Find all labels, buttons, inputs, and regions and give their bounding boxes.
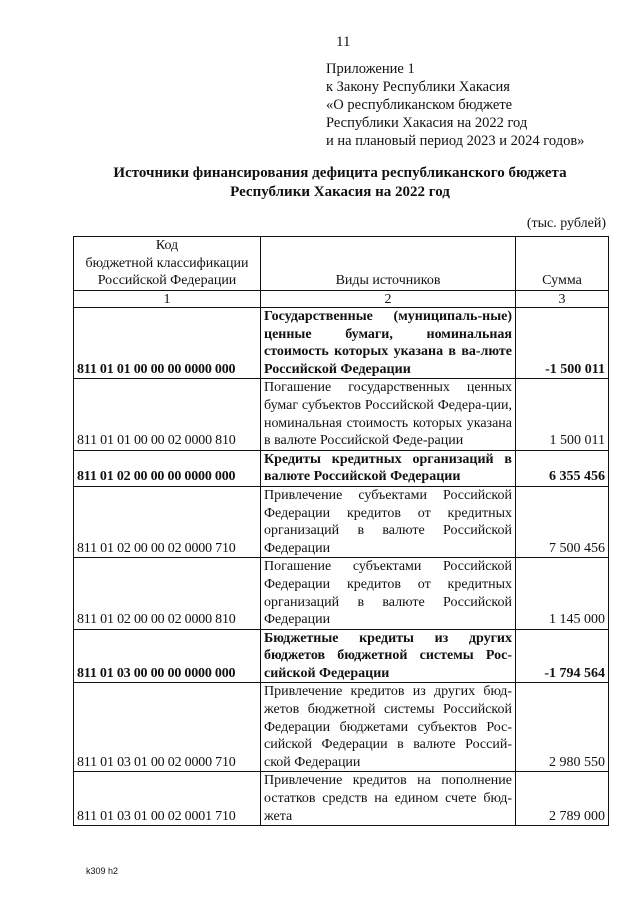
amount: 1 500 011 bbox=[516, 379, 609, 450]
column-number: 1 bbox=[74, 291, 261, 308]
title-line: Республики Хакасия на 2022 год bbox=[230, 184, 450, 200]
budget-code: 811 01 01 00 00 02 0000 810 bbox=[74, 379, 261, 450]
table-row bbox=[74, 629, 609, 683]
table-row bbox=[74, 450, 609, 486]
document-title bbox=[70, 164, 610, 202]
budget-code: 811 01 02 00 00 00 0000 000 bbox=[74, 450, 261, 486]
source-description: Привлечение субъектами Российской Федерации кредитов от кредитных организаций в валюте Российской Федерации bbox=[261, 486, 516, 557]
budget-code: 811 01 03 01 00 02 0001 710 bbox=[74, 772, 261, 826]
source-description: Кредиты кредитных организаций в валюте Российской Федерации bbox=[261, 450, 516, 486]
source-description: Государственные (муниципаль-ные) ценные бумаги, номинальная стоимость которых указана в ва-люте Российской Федерации bbox=[261, 308, 516, 379]
page-number: 11 bbox=[336, 34, 351, 50]
column-number: 3 bbox=[516, 291, 609, 308]
header-code-line: Российской Федерации bbox=[97, 273, 237, 289]
budget-code: 811 01 03 01 00 02 0000 710 bbox=[74, 683, 261, 772]
unit-note: (тыс. рублей) bbox=[526, 216, 606, 231]
source-description: Погашение субъектами Российской Федерации кредитов от кредитных организаций в валюте Российской Федерации bbox=[261, 558, 516, 629]
header-type: Виды источников bbox=[261, 237, 516, 291]
table-row bbox=[74, 683, 609, 772]
amount: -1 500 011 bbox=[516, 308, 609, 379]
budget-code: 811 01 03 00 00 00 0000 000 bbox=[74, 629, 261, 683]
table-row bbox=[74, 308, 609, 379]
amount: 2 789 000 bbox=[516, 772, 609, 826]
amount: 6 355 456 bbox=[516, 450, 609, 486]
budget-code: 811 01 02 00 00 02 0000 710 bbox=[74, 486, 261, 557]
header-code-line: бюджетной классификации bbox=[85, 255, 249, 271]
title-line: Источники финансирования дефицита республиканского бюджета bbox=[113, 165, 567, 181]
header-sum: Сумма bbox=[516, 237, 609, 291]
appendix-line: к Закону Республики Хакасия bbox=[326, 79, 510, 95]
header-code-line: Код bbox=[155, 238, 179, 254]
column-number: 2 bbox=[261, 291, 516, 308]
header-code bbox=[74, 237, 261, 291]
appendix-line: и на плановый период 2023 и 2024 годов» bbox=[326, 133, 585, 149]
source-description: Бюджетные кредиты из других бюджетов бюджетной системы Рос-сийской Федерации bbox=[261, 629, 516, 683]
source-description: Привлечение кредитов на пополнение остатков средств на едином счете бюд-жета bbox=[261, 772, 516, 826]
footer-mark: k309 h2 bbox=[86, 866, 119, 876]
budget-code: 811 01 02 00 00 02 0000 810 bbox=[74, 558, 261, 629]
table-row bbox=[74, 558, 609, 629]
sources-table bbox=[73, 236, 609, 826]
table-row bbox=[74, 379, 609, 450]
appendix-line: Приложение 1 bbox=[326, 61, 415, 77]
amount: -1 794 564 bbox=[516, 629, 609, 683]
appendix-line: Республики Хакасия на 2022 год bbox=[326, 115, 528, 131]
amount: 1 145 000 bbox=[516, 558, 609, 629]
source-description: Привлечение кредитов из других бюд-жетов бюджетной системы Российской Федерации бюджетами субъектов Рос-сийской Федерации в валюте Россий-ской Федерации bbox=[261, 683, 516, 772]
appendix-line: «О республиканском бюджете bbox=[326, 97, 513, 113]
table-row bbox=[74, 486, 609, 557]
table-row bbox=[74, 772, 609, 826]
amount: 2 980 550 bbox=[516, 683, 609, 772]
source-description: Погашение государственных ценных бумаг субъектов Российской Федера-ции, номинальная стоимость которых указана в валюте Российской Феде-рации bbox=[261, 379, 516, 450]
appendix-note bbox=[326, 60, 584, 150]
budget-code: 811 01 01 00 00 00 0000 000 bbox=[74, 308, 261, 379]
table-header-row bbox=[74, 237, 609, 291]
amount: 7 500 456 bbox=[516, 486, 609, 557]
column-number-row bbox=[74, 291, 609, 308]
